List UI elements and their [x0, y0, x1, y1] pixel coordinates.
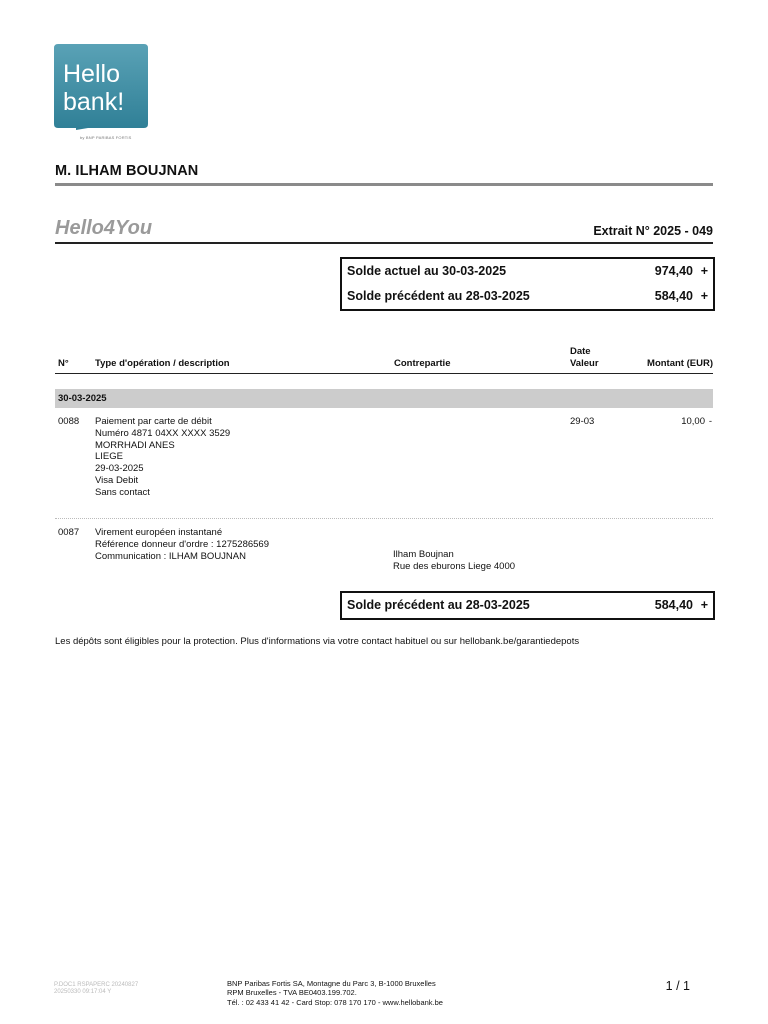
- closing-balance-amount: 584,40: [654, 598, 693, 612]
- col-header-number: N°: [58, 358, 69, 369]
- col-header-value: Valeur: [570, 358, 599, 369]
- date-group-band: [55, 389, 713, 408]
- deposit-protection-notice: Les dépôts sont éligibles pour la protection. Plus d'informations via votre contact habituel ou sur hellobank.be/garantiedepots: [55, 636, 580, 647]
- bank-address: BNP Paribas Fortis SA, Montagne du Parc 3, B-1000 Bruxelles: [227, 979, 436, 988]
- transaction-separator: [55, 518, 713, 519]
- bank-legal-info: [227, 979, 443, 1007]
- previous-balance-amount: 584,40: [654, 289, 693, 303]
- page-number: 1 / 1: [665, 979, 690, 993]
- balance-summary-box: [340, 257, 715, 311]
- logo-word-hello: Hello: [63, 60, 120, 88]
- hello-bank-logo: [54, 44, 148, 130]
- description-line: MORRHADI ANES: [95, 439, 175, 451]
- transaction-sign: -: [708, 416, 712, 427]
- closing-balance-row: [342, 593, 713, 618]
- logo-word-bank: bank!: [63, 88, 125, 116]
- col-header-date: Date: [570, 346, 591, 357]
- logo-subtitle: by BNP PARIBAS FORTIS: [80, 135, 132, 140]
- account-name: Hello4You: [55, 217, 153, 239]
- counterparty-line: Ilham Boujnan: [393, 549, 454, 560]
- header-divider: [55, 183, 713, 186]
- col-header-counterparty: Contrepartie: [394, 358, 451, 369]
- description-line: Communication : ILHAM BOUJNAN: [95, 550, 246, 562]
- transaction-amount: 10,00: [681, 416, 705, 427]
- document-code-line: 20250330 09:17:04 Y: [54, 989, 112, 995]
- description-line: 29-03-2025: [95, 463, 144, 475]
- transaction-description: [95, 416, 230, 499]
- bank-contact: Tél. : 02 433 41 42 - Card Stop: 078 170 170 - www.hellobank.be: [227, 997, 443, 1007]
- transaction-number: 0088: [58, 416, 80, 427]
- description-line: Paiement par carte de débit: [95, 416, 212, 427]
- date-group-label: 30-03-2025: [58, 393, 107, 404]
- col-header-amount: Montant (EUR): [647, 358, 713, 369]
- description-line: Visa Debit: [95, 474, 139, 486]
- transaction-counterparty: [393, 549, 515, 573]
- document-code-line: P.DOC1 RSPAPERC 20240827: [54, 982, 139, 988]
- transaction-value-date: 29-03: [570, 416, 595, 427]
- closing-balance-sign: +: [700, 598, 708, 612]
- previous-balance-sign: +: [700, 289, 708, 303]
- description-line: Sans contact: [95, 486, 150, 498]
- current-balance-label: Solde actuel au 30-03-2025: [347, 264, 507, 278]
- bank-registration: RPM Bruxelles - TVA BE0403.199.702.: [227, 988, 357, 998]
- transaction-number: 0087: [58, 527, 80, 538]
- description-line: Virement européen instantané: [95, 527, 223, 538]
- description-line: Numéro 4871 04XX XXXX 3529: [95, 427, 231, 439]
- current-balance-row: [342, 259, 713, 284]
- description-line: LIEGE: [95, 451, 123, 463]
- account-divider: [55, 242, 713, 244]
- table-header-rule: [55, 373, 713, 374]
- previous-balance-row: [342, 284, 713, 309]
- logo-speech-bubble-icon: [54, 44, 148, 130]
- description-line: Référence donneur d'ordre : 1275286569: [95, 538, 270, 550]
- transaction-description: [95, 527, 269, 562]
- col-header-type: Type d'opération / description: [95, 358, 230, 369]
- counterparty-line: Rue des eburons Liege 4000: [393, 560, 516, 572]
- current-balance-sign: +: [700, 264, 708, 278]
- client-name: M. ILHAM BOUJNAN: [55, 163, 199, 179]
- closing-balance-box: [340, 591, 715, 620]
- previous-balance-label: Solde précédent au 28-03-2025: [347, 289, 530, 303]
- current-balance-amount: 974,40: [654, 264, 693, 278]
- closing-balance-label: Solde précédent au 28-03-2025: [347, 598, 530, 612]
- statement-number: Extrait N° 2025 - 049: [593, 224, 713, 238]
- document-code: [54, 982, 138, 996]
